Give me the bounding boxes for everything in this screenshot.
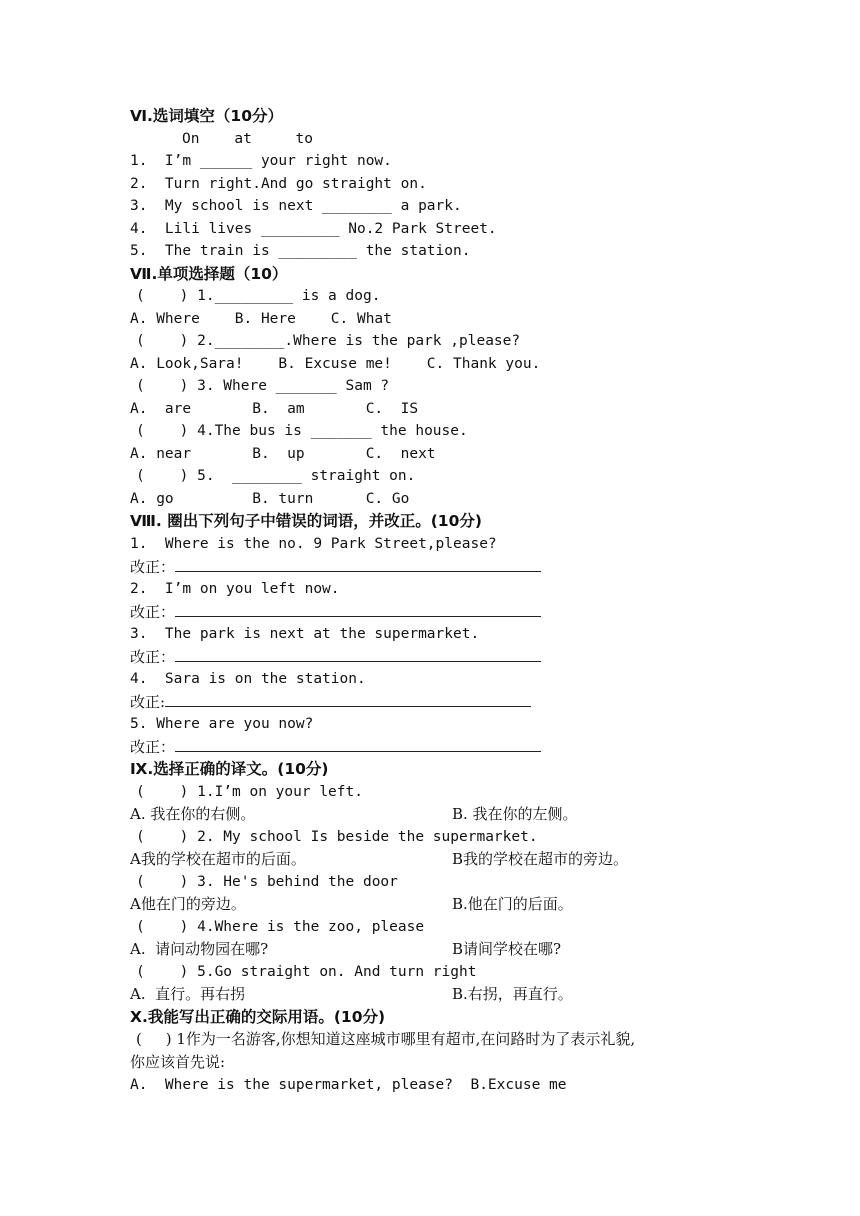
- fix-label: 改正：: [130, 558, 176, 576]
- s9-question-5: ( ) 5.Go straight on. And turn right: [136, 964, 477, 980]
- s8-item-1: 1. Where is the no. 9 Park Street,please?: [130, 536, 497, 552]
- s7-options-4: A. near B. up C. next: [130, 446, 436, 462]
- s9-option-a-3: A他在门的旁边。: [130, 895, 246, 913]
- s9-question-3: ( ) 3. He's behind the door: [136, 874, 398, 890]
- s9-option-a-5: A. 直行。再右拐: [130, 985, 246, 1003]
- answer-line: [175, 737, 541, 752]
- s7-options-2: A. Look,Sara! B. Excuse me! C. Thank you.: [130, 356, 541, 372]
- answer-line: [165, 692, 531, 707]
- s10-question-1-cont: 你应该首先说:: [130, 1053, 226, 1071]
- s8-item-2: 2. I’m on you left now.: [130, 581, 340, 597]
- s6-item-1: 1. I’m ______ your right now.: [130, 153, 392, 169]
- s7-options-1: A. Where B. Here C. What: [130, 311, 392, 327]
- s9-option-a-4: A. 请问动物园在哪?: [130, 940, 269, 958]
- s6-item-2: 2. Turn right.And go straight on.: [130, 176, 427, 192]
- s7-options-3: A. are B. am C. IS: [130, 401, 419, 417]
- fix-label: 改正:: [130, 693, 166, 711]
- s8-fix-line-2: [130, 602, 541, 622]
- fix-label: 改正：: [130, 648, 176, 666]
- s7-options-5: A. go B. turn C. Go: [130, 491, 410, 507]
- answer-line: [175, 602, 541, 617]
- s7-question-2: ( ) 2.________.Where is the park ,please?: [136, 333, 521, 349]
- s9-option-b-2: B我的学校在超市的旁边。: [452, 850, 629, 868]
- section-6-heading: Ⅵ.选词填空（10分）: [130, 107, 283, 125]
- s8-item-5: 5. Where are you now?: [130, 716, 314, 732]
- s7-question-4: ( ) 4.The bus is _______ the house.: [136, 423, 468, 439]
- s9-question-1: ( ) 1.I’m on your left.: [136, 784, 363, 800]
- section-10-heading: Ⅹ.我能写出正确的交际用语。(10分): [130, 1008, 386, 1026]
- s8-fix-line-1: [130, 557, 541, 577]
- s6-item-5: 5. The train is _________ the station.: [130, 243, 471, 259]
- s9-option-b-5: B.右拐，再直行。: [452, 985, 573, 1003]
- answer-line: [175, 557, 541, 572]
- section-9-heading: Ⅸ.选择正确的译文。(10分): [130, 760, 329, 778]
- s6-item-3: 3. My school is next ________ a park.: [130, 198, 462, 214]
- s9-question-2: ( ) 2. My school Is beside the supermarket.: [136, 829, 538, 845]
- section-8-heading: Ⅷ. 圈出下列句子中错误的词语，并改正。(10分): [130, 512, 482, 530]
- section-7-heading: Ⅶ.单项选择题（10）: [130, 265, 288, 283]
- s6-item-4: 4. Lili lives _________ No.2 Park Street.: [130, 221, 497, 237]
- s8-fix-line-4: [130, 692, 531, 712]
- fix-label: 改正：: [130, 738, 176, 756]
- answer-line: [175, 647, 541, 662]
- s9-option-a-1: A. 我在你的右侧。: [130, 805, 256, 823]
- s9-option-b-4: B请间学校在哪?: [452, 940, 562, 958]
- s8-fix-line-3: [130, 647, 541, 667]
- s10-options-1: A. Where is the supermarket, please? B.Excuse me: [130, 1077, 567, 1093]
- s9-option-b-1: B. 我在你的左侧。: [452, 805, 578, 823]
- s9-option-a-2: A我的学校在超市的后面。: [130, 850, 306, 868]
- s9-option-b-3: B.他在门的后面。: [452, 895, 573, 913]
- s10-question-1: ( ) 1作为一名游客,你想知道这座城市哪里有超市,在问路时为了表示礼貌,: [136, 1030, 636, 1048]
- word-bank: On at to: [182, 131, 313, 147]
- s8-fix-line-5: [130, 737, 541, 757]
- s8-item-4: 4. Sara is on the station.: [130, 671, 366, 687]
- s7-question-5: ( ) 5. ________ straight on.: [136, 468, 416, 484]
- s9-question-4: ( ) 4.Where is the zoo, please: [136, 919, 425, 935]
- s7-question-3: ( ) 3. Where _______ Sam ?: [136, 378, 390, 394]
- s7-question-1: ( ) 1._________ is a dog.: [136, 288, 381, 304]
- fix-label: 改正：: [130, 603, 176, 621]
- s8-item-3: 3. The park is next at the supermarket.: [130, 626, 480, 642]
